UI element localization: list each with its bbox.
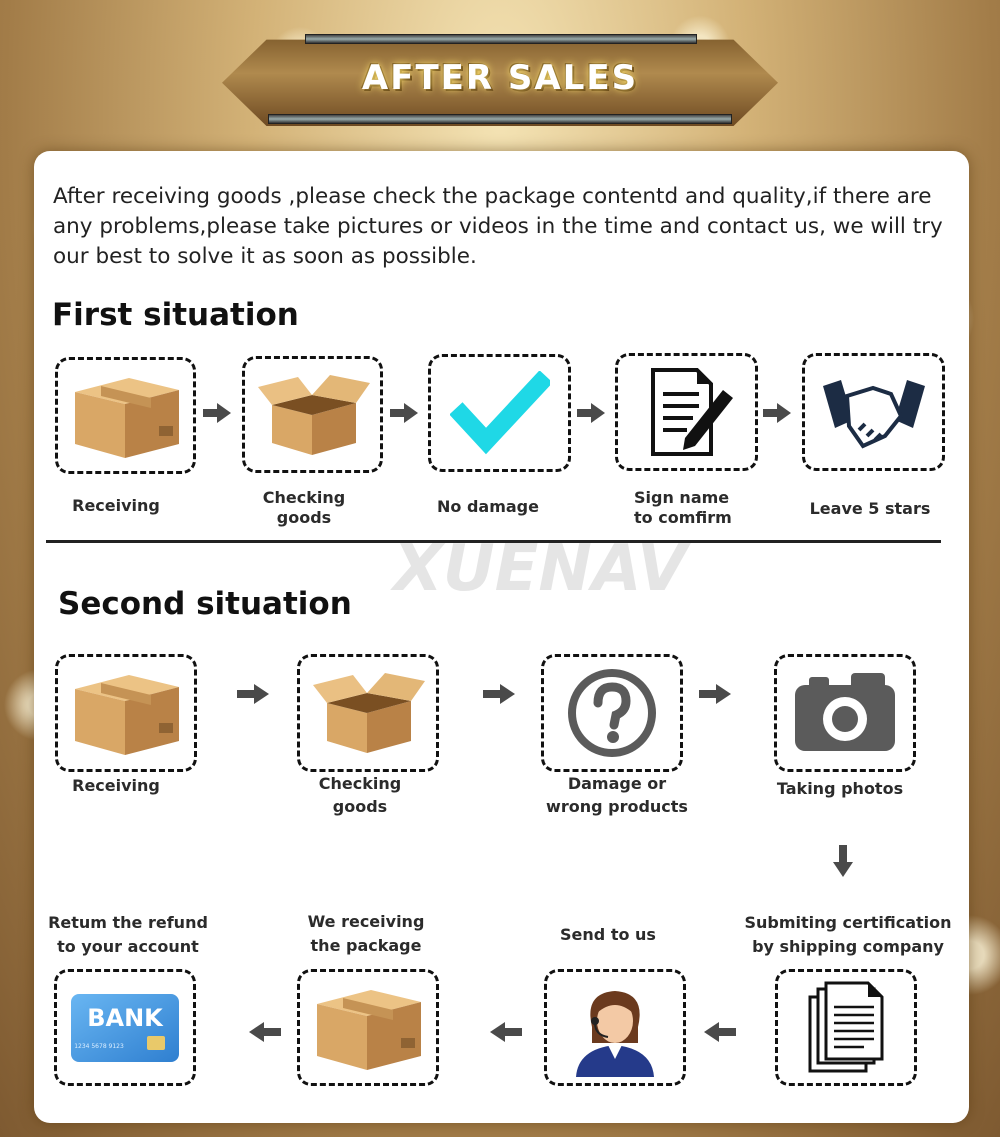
svg-text:XUENAV: XUENAV — [393, 532, 687, 606]
step-label-receiving: Receiving — [72, 496, 160, 515]
arrow-left-icon — [704, 1022, 736, 1042]
question-icon — [562, 665, 662, 761]
arrow-right-icon — [203, 403, 231, 423]
step2-label-receiving: Receiving — [72, 776, 160, 795]
step-sign-box — [615, 353, 758, 471]
arrow-right-icon — [483, 684, 515, 704]
step-receiving-box — [55, 357, 196, 474]
arrow-left-icon — [249, 1022, 281, 1042]
step-no-damage-box — [428, 354, 571, 472]
documents-icon — [806, 981, 886, 1075]
box-closed-icon — [65, 667, 187, 759]
step2-damage-box — [541, 654, 683, 772]
intro-text: After receiving goods ,please check the package contentd and quality,if there are any problems,please take pictures or videos in the time and contact us, we will try our best to solve it as soon as possible. — [53, 184, 943, 269]
step2-submiting-box — [775, 969, 917, 1086]
watermark-logo — [330, 528, 750, 608]
step2-label-damage: Damage or wrong products — [546, 774, 688, 816]
camera-icon — [791, 671, 899, 755]
svg-text:BANK: BANK — [87, 1003, 163, 1032]
step2-photos-box — [774, 654, 916, 772]
box-open-icon — [252, 369, 374, 461]
step2-label-checking-goods: Checking goods — [318, 774, 402, 816]
arrow-right-icon — [237, 684, 269, 704]
step2-label-send-to-us: Send to us — [560, 925, 656, 944]
first-situation-heading: First situation — [52, 297, 299, 333]
box-open-icon — [307, 667, 429, 759]
box-closed-icon — [65, 370, 187, 462]
document-pen-icon — [637, 364, 737, 460]
bank-card-icon — [69, 992, 181, 1064]
banner-stripe-top — [305, 34, 697, 44]
svg-text:1234 5678 9123: 1234 5678 9123 — [74, 1042, 124, 1050]
banner-stripe-bottom — [268, 114, 732, 124]
step2-refund-box — [54, 969, 196, 1086]
arrow-right-icon — [699, 684, 731, 704]
arrow-right-icon — [763, 403, 791, 423]
arrow-right-icon — [390, 403, 418, 423]
arrow-right-icon — [577, 403, 605, 423]
step-leave-stars-box — [802, 353, 945, 471]
step2-receiving-box — [55, 654, 197, 772]
step-label-leave-stars: Leave 5 stars — [809, 499, 931, 518]
page-title: AFTER SALES — [361, 58, 639, 98]
arrow-down-icon — [833, 845, 853, 877]
support-agent-icon — [570, 979, 660, 1077]
step2-label-submiting: Submiting certification by shipping company — [744, 913, 952, 956]
second-situation-heading: Second situation — [58, 586, 352, 622]
step-checking-goods-box — [242, 356, 383, 473]
step2-label-photos: Taking photos — [776, 779, 904, 798]
step2-checking-goods-box — [297, 654, 439, 772]
step-label-sign: Sign name to comfirm — [634, 488, 732, 527]
step2-we-receiving-box — [297, 969, 439, 1086]
step2-label-refund: Retum the refund to your account — [48, 913, 208, 956]
step-label-checking-goods: Checking goods — [262, 488, 346, 527]
handshake-icon — [819, 370, 929, 454]
checkmark-icon — [450, 371, 550, 455]
step2-label-we-receiving: We receiving the package — [307, 912, 425, 955]
box-closed-icon — [307, 982, 429, 1074]
step-label-no-damage: No damage — [437, 497, 539, 516]
arrow-left-icon — [490, 1022, 522, 1042]
step2-send-box — [544, 969, 686, 1086]
